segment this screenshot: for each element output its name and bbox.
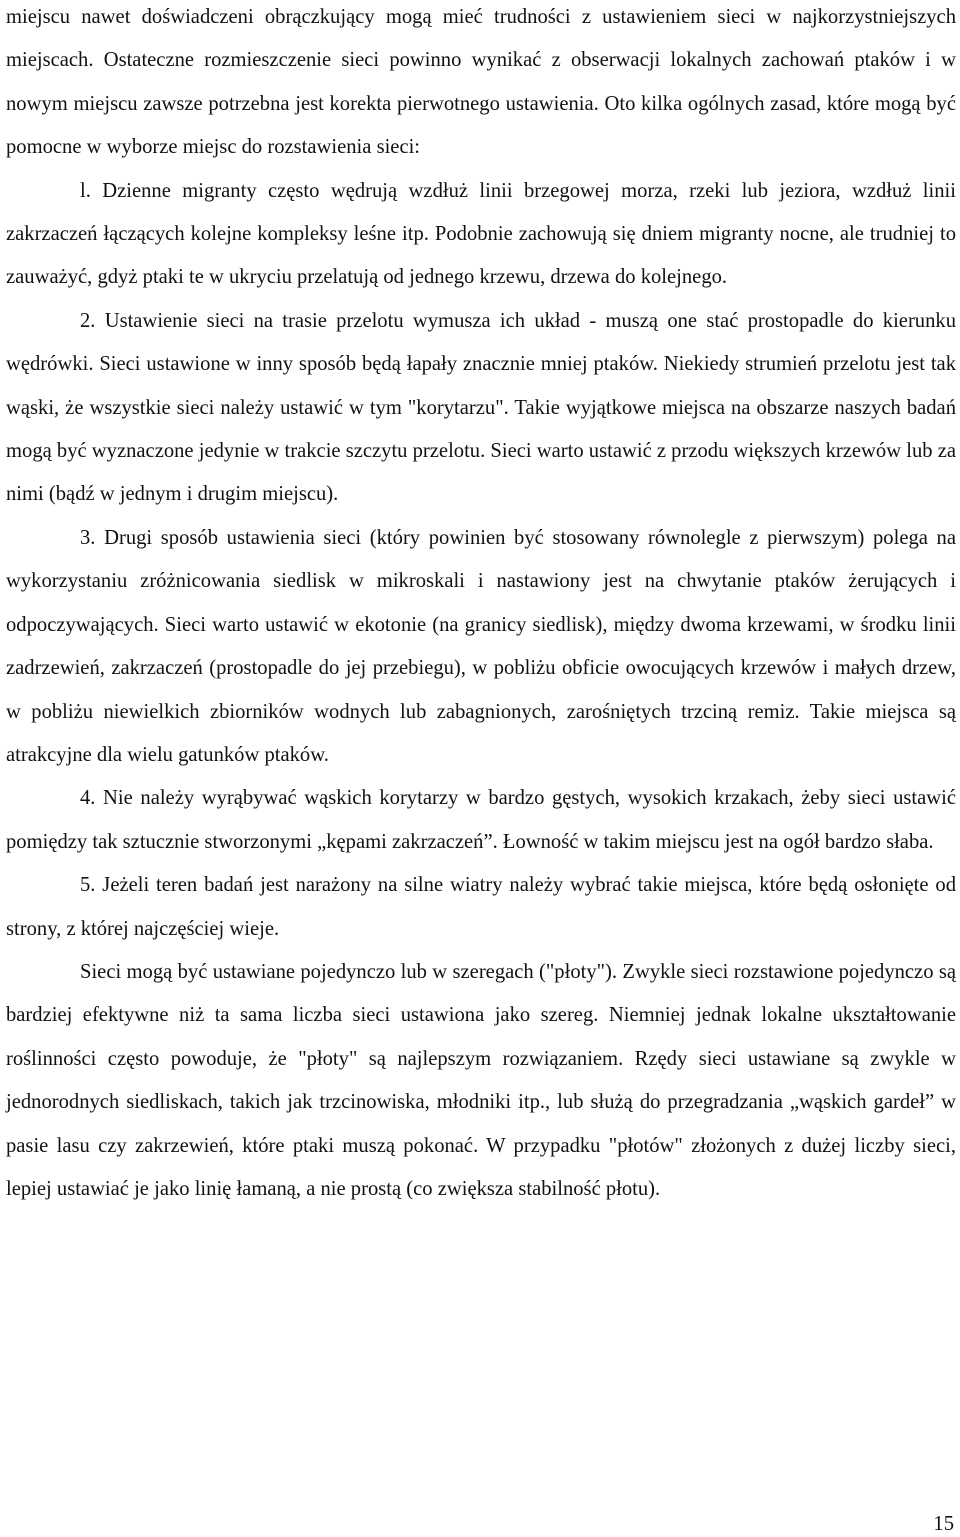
- paragraph-rule-1: l. Dzienne migranty często wędrują wzdłuż linii brzegowej morza, rzeki lub jeziora, wzdłuż linii zakrzaczeń łączących kolejne kompleksy leśne itp. Podobnie zachowują się dniem migranty nocne, ale trudniej to zauważyć, gdyż ptaki te w ukryciu przelatują od jednego krzewu, drzewa do kolejnego.: [6, 179, 956, 289]
- paragraph-rule-3: 3. Drugi sposób ustawienia sieci (który powinien być stosowany równolegle z pierwszym) polega na wykorzystaniu zróżnicowania siedlisk w mikroskali i nastawiony jest na chwytanie ptaków żerujących i odpoczywających. Sieci warto ustawić w ekotonie (na granicy siedlisk), między dwoma krzewami, w środku linii zadrzewień, zakrzaczeń (prostopadle do jej przebiegu), w pobliżu obficie owocujących krzewów i małych drzew, w pobliżu niewielkich zbiorników wodnych lub zabagnionych, zarośniętych trzciną remiz. Takie miejsca są atrakcyjne dla wielu gatunków ptaków.: [6, 526, 956, 766]
- paragraph-rule-5: 5. Jeżeli teren badań jest narażony na silne wiatry należy wybrać takie miejsca, które będą osłonięte od strony, z której najczęściej wieje.: [6, 874, 956, 940]
- document-page: [6, 0, 956, 1211]
- paragraph-rule-2: 2. Ustawienie sieci na trasie przelotu wymusza ich układ - muszą one stać prostopadle do kierunku wędrówki. Sieci ustawione w inny sposób będą łapały znacznie mniej ptaków. Niekiedy strumień przelotu jest tak wąski, że wszystkie sieci należy ustawić w tym "korytarzu". Takie wyjątkowe miejsca na obszarze naszych badań mogą być wyznaczone jedynie w trakcie szczytu przelotu. Sieci warto ustawić z przodu większych krzewów lub za nimi (bądź w jednym i drugim miejscu).: [6, 309, 956, 506]
- paragraph-net-rows: Sieci mogą być ustawiane pojedynczo lub w szeregach ("płoty"). Zwykle sieci rozstawione pojedynczo są bardziej efektywne niż ta sama liczba sieci ustawiona jako szereg. Niemniej jednak lokalne ukształtowanie roślinności często powoduje, że "płoty" są najlepszym rozwiązaniem. Rzędy sieci ustawiane są zwykle w jednorodnych siedliskach, takich jak trzcinowiska, młodniki itp., lub służą do przegradzania „wąskich gardeł” w pasie lasu czy zakrzewień, które ptaki muszą pokonać. W przypadku "płotów" złożonych z dużej liczby sieci, lepiej ustawiać je jako linię łamaną, a nie prostą (co zwiększa stabilność płotu).: [6, 960, 956, 1200]
- paragraph-rule-4: 4. Nie należy wyrąbywać wąskich korytarzy w bardzo gęstych, wysokich krzakach, żeby sieci ustawić pomiędzy tak sztucznie stworzonymi „kępami zakrzaczeń”. Łowność w takim miejscu jest na ogół bardzo słaba.: [6, 787, 956, 853]
- page-number: 15: [933, 1513, 954, 1535]
- paragraph-intro: miejscu nawet doświadczeni obrączkujący mogą mieć trudności z ustawieniem sieci w najkorzystniejszych miejscach. Ostateczne rozmieszczenie sieci powinno wynikać z obserwacji lokalnych zachowań ptaków i w nowym miejscu zawsze potrzebna jest korekta pierwotnego ustawienia. Oto kilka ogólnych zasad, które mogą być pomocne w wyborze miejsc do rozstawienia sieci:: [6, 6, 956, 159]
